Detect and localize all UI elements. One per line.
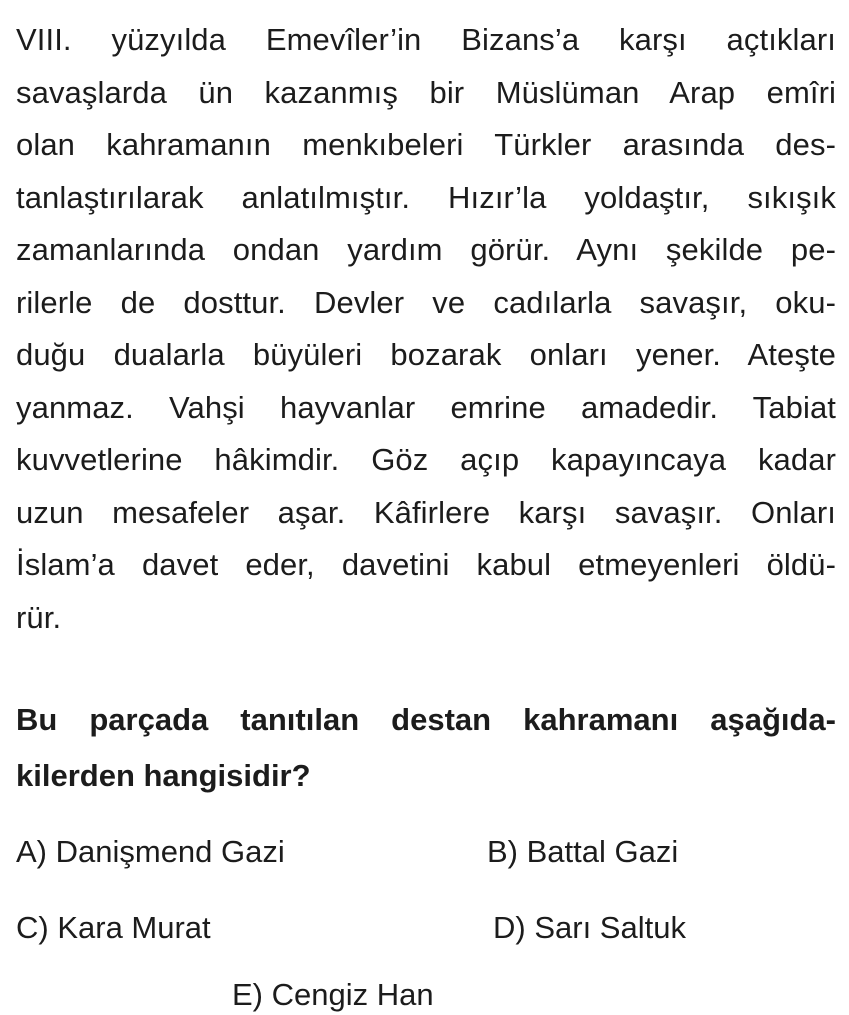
question-stem [16,692,836,804]
passage-line: yanmaz. Vahşi hayvanlar emrine amadedir. Tabiat [16,389,836,425]
question-passage [16,14,836,644]
passage-line: rilerle de dosttur. Devler ve cadılarla savaşır, oku- [16,284,836,320]
passage-line: İslam’a davet eder, davetini kabul etmeyenleri öldü- [16,547,836,582]
answer-option-a[interactable]: A) Danişmend Gazi [16,834,285,869]
question-line: kilerden hangisidir? [16,758,311,793]
passage-line: tanlaştırılarak anlatılmıştır. Hızır’la yoldaştır, sıkışık [16,179,836,215]
question-line: Bu parçada tanıtılan destan kahramanı aşağıda- [16,702,836,737]
passage-line: olan kahramanın menkıbeleri Türkler arasında des- [16,127,836,162]
answer-option-c[interactable]: C) Kara Murat [16,910,211,945]
answer-option-e[interactable]: E) Cengiz Han [232,977,434,1012]
answer-option-d[interactable]: D) Sarı Saltuk [493,910,686,945]
passage-line: uzun mesafeler aşar. Kâfirlere karşı savaşır. Onları [16,494,836,530]
passage-line: VIII. yüzyılda Emevîler’in Bizans’a karşı açtıkları [16,22,836,57]
passage-line: zamanlarında ondan yardım görür. Aynı şekilde pe- [16,232,836,267]
answer-option-b[interactable]: B) Battal Gazi [487,834,679,869]
passage-line: savaşlarda ün kazanmış bir Müslüman Arap emîri [16,74,836,110]
passage-line: rür. [16,599,62,635]
passage-line: kuvvetlerine hâkimdir. Göz açıp kapayıncaya kadar [16,442,836,477]
passage-line: duğu dualarla büyüleri bozarak onları yener. Ateşte [16,337,836,372]
